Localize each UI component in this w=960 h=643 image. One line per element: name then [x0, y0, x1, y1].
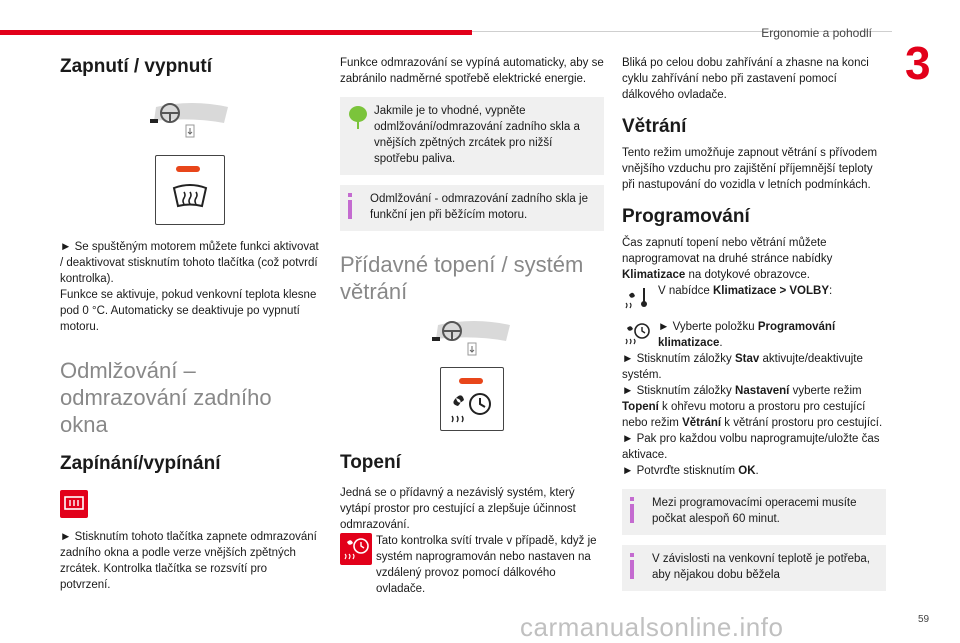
menu-text-b: Klimatizace > VOLBY — [713, 285, 829, 297]
menu-row — [622, 283, 886, 313]
nast-text-d: Topení — [622, 401, 659, 413]
aux-heating-red-icon — [340, 533, 372, 565]
nast-text-c: vyberte režim — [792, 385, 862, 397]
heading-heating: Topení — [340, 452, 401, 473]
heading-onoff: Zapnutí / vypnutí — [60, 56, 212, 77]
select-text-a: ► Vyberte položku — [658, 321, 755, 333]
eco-note — [340, 97, 604, 175]
climate-menu-icon — [622, 283, 652, 313]
defrost-icon — [60, 490, 88, 518]
heading-programming: Programování — [622, 206, 750, 227]
info-note-temperature — [622, 545, 886, 591]
ventilation-text: Tento režim umožňuje zapnout větrání s přívodem vnějšího vzduchu pro zajištění příjemnější teploty při nastupování do vozidla v letních podmínkách. — [622, 147, 878, 191]
select-text-b: Programování klimatizace — [658, 321, 836, 349]
ok-text — [622, 463, 886, 479]
auto-off-text: Funkce odmrazování se vypíná automaticky, aby se zabránilo nadměrné spotřebě elektrické energie. — [340, 57, 604, 85]
info-icon-2 — [630, 497, 634, 523]
steering-wheel-icon-2 — [430, 319, 514, 359]
info-note-temperature-text: V závislosti na venkovní teplotě je potřeba, aby nějakou dobu běžela — [652, 553, 870, 581]
menu-text-a: V nabídce — [658, 285, 710, 297]
menu-text-c: : — [829, 285, 833, 297]
led-row — [340, 533, 604, 597]
info-icon-3 — [630, 553, 634, 579]
fan-clock-white-icon — [340, 533, 372, 565]
page-number: 59 — [918, 614, 930, 625]
ok-text-c: . — [755, 465, 759, 477]
column-3 — [622, 55, 886, 601]
heading-defrost: Odmlžování – odmrazování zadního okna — [60, 358, 272, 437]
heading-aux-heating: Přídavné topení / systém větrání — [340, 252, 584, 304]
stav-text — [622, 351, 886, 383]
header-title: Ergonomie a pohodlí — [761, 26, 872, 40]
column-1 — [60, 55, 320, 593]
menu-text — [658, 283, 832, 299]
info-icon — [348, 193, 352, 219]
switch-text: ► Stisknutím tohoto tlačítka zapnete odmrazování zadního okna a podle verze vnějších zpětných zrcátek. Kontrolka tlačítka se rozsvítí pro potvrzení. — [60, 531, 317, 591]
nast-text-g: k větrání prostoru pro cestující. — [724, 417, 883, 429]
fan-clock-icon — [448, 390, 496, 424]
stav-text-b: Stav — [735, 353, 760, 365]
rear-window-defrost-icon — [170, 182, 210, 210]
info-note-interval-text: Mezi programovacími operacemi musíte počkat alespoň 60 minut. — [652, 497, 857, 525]
led-text: Tato kontrolka svítí trvale v případě, když je systém naprogramován nebo nastaven na vzdálený provoz pomocí dálkového ovladače. — [376, 535, 597, 595]
stav-text-a: ► Stisknutím záložky — [622, 353, 732, 365]
fan-clock-small-icon — [622, 319, 652, 349]
nast-text-e: k ohřevu motoru a prostoru pro cestující nebo režim — [622, 401, 866, 429]
info-note — [340, 185, 604, 231]
programming-text-b: Klimatizace — [622, 269, 686, 281]
climate-programming-icon — [622, 319, 652, 349]
eco-note-text: Jakmile je to vhodné, vypněte odmlžování/odmrazování zadního skla a vnějších zpětných zrcátek pro nižší spotřebu paliva. — [374, 105, 580, 165]
indicator-led — [176, 166, 200, 172]
programming-text-c: na dotykové obrazovce. — [688, 269, 810, 281]
watermark: carmanualsonline.info — [520, 612, 784, 642]
blink-text: Bliká po celou dobu zahřívání a zhasne na konci cyklu zahřívání nebo při zastavení pomocí dálkového ovladače. — [622, 57, 869, 101]
ok-text-b: OK — [738, 465, 756, 477]
onoff-text: ► Se spuštěným motorem můžete funkci aktivovat / deaktivovat stisknutím tohoto tlačítka (což potvrdí kontrolka). Funkce se aktivuje, pokud venkovní teplota klesne pod 0 °C. Automaticky se deaktivuje po vypnutí motoru. — [60, 241, 319, 333]
rear-defrost-button-illustration — [155, 155, 225, 225]
info-note-interval — [622, 489, 886, 535]
nast-text-a: ► Stisknutím záložky — [622, 385, 732, 397]
top-accent-bar — [0, 30, 472, 35]
each-text: ► Pak pro každou volbu naprogramujte/uložte čas aktivace. — [622, 433, 880, 461]
fan-thermometer-icon — [622, 283, 652, 313]
rear-defrost-red-icon — [60, 490, 88, 518]
programming-text-a: Čas zapnutí topení nebo větrání můžete naprogramovat na druhé stránce nabídky — [622, 237, 833, 265]
nastaveni-text — [622, 383, 886, 431]
column-2 — [340, 55, 604, 597]
heating-text: Jedná se o přídavný a nezávislý systém, který vytápí prostor pro cestující a zlepšuje účinnost odmrazování. — [340, 487, 576, 531]
steering-wheel-icon — [148, 101, 232, 141]
nast-text-f: Větrání — [682, 417, 722, 429]
stav-text-c: aktivujte/deaktivujte systém. — [622, 353, 863, 381]
heading-switch: Zapínání/vypínání — [60, 453, 221, 474]
eco-leaf-icon — [348, 105, 368, 131]
indicator-led-2 — [459, 378, 483, 384]
select-row — [622, 319, 886, 351]
heading-ventilation: Větrání — [622, 116, 687, 137]
nast-text-b: Nastavení — [735, 385, 790, 397]
ok-text-a: ► Potvrďte stisknutím — [622, 465, 736, 477]
aux-heating-button-illustration — [440, 367, 504, 431]
chapter-number: 3 — [905, 37, 931, 89]
select-text — [658, 319, 886, 351]
select-text-c: . — [719, 337, 723, 349]
info-note-text: Odmlžování - odmrazování zadního skla je funkční jen při běžícím motoru. — [370, 193, 588, 221]
programming-text — [622, 235, 886, 283]
